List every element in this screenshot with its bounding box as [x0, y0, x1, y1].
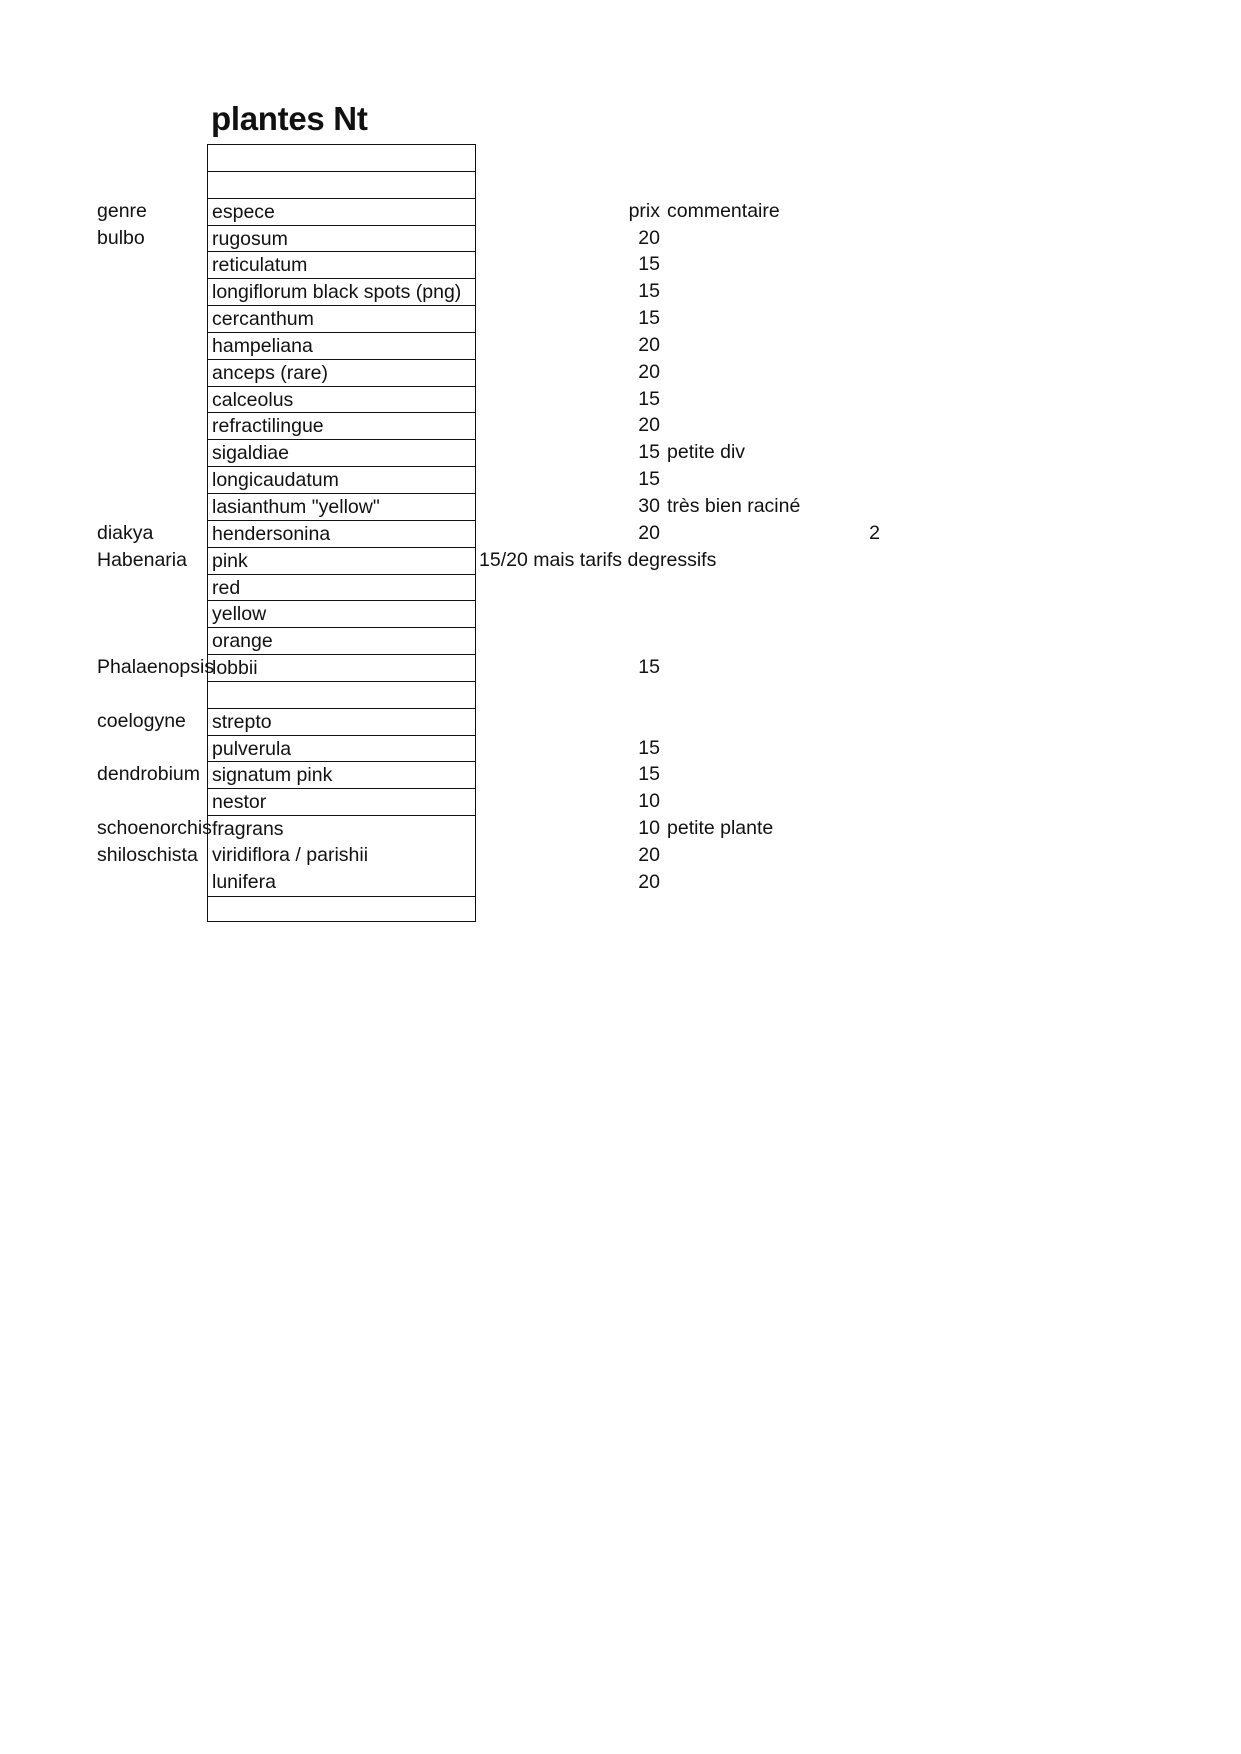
genre-cell[interactable] — [97, 144, 207, 171]
commentaire-cell[interactable] — [667, 171, 867, 198]
genre-cell[interactable] — [97, 412, 207, 439]
extra-cell[interactable] — [860, 332, 880, 359]
extra-cell[interactable] — [860, 198, 880, 225]
prix-cell[interactable] — [479, 144, 660, 171]
extra-cell[interactable] — [860, 735, 880, 762]
table-row — [0, 547, 1241, 574]
table-row — [0, 735, 1241, 762]
prix-cell[interactable]: 20 — [638, 843, 660, 866]
commentaire-cell[interactable] — [667, 466, 867, 493]
commentaire-cell[interactable] — [667, 520, 867, 547]
genre-cell[interactable] — [97, 627, 207, 654]
extra-cell[interactable] — [860, 896, 880, 923]
prix-cell[interactable] — [479, 574, 660, 601]
extra-cell[interactable] — [860, 627, 880, 654]
espece-cell[interactable] — [207, 681, 476, 708]
commentaire-cell[interactable] — [667, 681, 867, 708]
espece-cell[interactable]: longiflorum black spots (png) — [207, 278, 476, 305]
extra-cell[interactable] — [860, 171, 880, 198]
extra-cell[interactable] — [860, 869, 880, 896]
commentaire-cell[interactable]: petite div — [667, 441, 746, 464]
commentaire-cell[interactable] — [667, 574, 867, 601]
genre-cell[interactable]: bulbo — [97, 226, 145, 249]
extra-cell[interactable]: 2 — [869, 521, 880, 544]
table-row — [0, 278, 1241, 305]
espece-cell[interactable]: reticulatum — [207, 251, 476, 278]
table-row — [0, 600, 1241, 627]
commentaire-cell[interactable] — [667, 600, 867, 627]
prix-cell[interactable]: 20 — [638, 360, 660, 383]
genre-cell[interactable] — [97, 386, 207, 413]
espece-cell[interactable]: yellow — [207, 600, 476, 627]
table-row — [0, 332, 1241, 359]
commentaire-cell[interactable] — [667, 547, 867, 574]
commentaire-cell[interactable] — [667, 225, 867, 252]
extra-cell[interactable] — [860, 815, 880, 842]
genre-cell[interactable] — [97, 681, 207, 708]
commentaire-cell[interactable] — [667, 869, 867, 896]
table-row — [0, 681, 1241, 708]
prix-cell[interactable]: 20 — [638, 414, 660, 437]
espece-cell[interactable]: lasianthum "yellow" — [207, 493, 476, 520]
prix-cell[interactable] — [479, 171, 660, 198]
header-row — [0, 198, 1241, 225]
extra-cell[interactable] — [860, 600, 880, 627]
prix-cell[interactable]: 15/20 mais tarifs degressifs — [479, 548, 717, 571]
table-row — [0, 251, 1241, 278]
extra-cell[interactable] — [860, 708, 880, 735]
sheet-title: plantes Nt — [211, 100, 368, 137]
espece-cell[interactable]: refractilingue — [207, 412, 476, 439]
table-row — [0, 788, 1241, 815]
table-row — [0, 225, 1241, 252]
espece-cell[interactable]: viridiflora / parishii — [207, 842, 476, 869]
prix-cell[interactable]: 30 — [638, 494, 660, 517]
genre-cell[interactable] — [97, 332, 207, 359]
extra-cell[interactable] — [860, 761, 880, 788]
extra-cell[interactable] — [860, 251, 880, 278]
genre-cell[interactable] — [97, 869, 207, 896]
commentaire-cell[interactable] — [667, 627, 867, 654]
extra-cell[interactable] — [860, 842, 880, 869]
extra-cell[interactable] — [860, 439, 880, 466]
commentaire-cell[interactable] — [667, 305, 867, 332]
commentaire-cell[interactable] — [667, 842, 867, 869]
espece-cell[interactable]: strepto — [207, 708, 476, 735]
commentaire-cell[interactable] — [667, 708, 867, 735]
prix-cell[interactable] — [479, 627, 660, 654]
extra-cell[interactable] — [860, 386, 880, 413]
espece-cell[interactable] — [207, 144, 476, 171]
table-row — [0, 439, 1241, 466]
genre-cell[interactable] — [97, 359, 207, 386]
table-row — [0, 815, 1241, 842]
extra-cell[interactable] — [860, 493, 880, 520]
table-row — [0, 869, 1241, 896]
espece-cell[interactable]: sigaldiae — [207, 439, 476, 466]
prix-cell[interactable]: 20 — [638, 226, 660, 249]
table-row — [0, 359, 1241, 386]
extra-cell[interactable] — [860, 574, 880, 601]
genre-cell[interactable]: Habenaria — [97, 548, 187, 571]
espece-cell[interactable]: signatum pink — [207, 761, 476, 788]
prix-cell[interactable]: 15 — [638, 656, 660, 679]
extra-cell[interactable] — [860, 788, 880, 815]
extra-cell[interactable] — [860, 681, 880, 708]
table-row — [0, 171, 1241, 198]
prix-cell[interactable]: prix — [628, 199, 660, 222]
commentaire-cell[interactable] — [667, 735, 867, 762]
prix-cell[interactable]: 20 — [638, 521, 660, 544]
genre-cell[interactable]: schoenorchis — [97, 817, 212, 840]
genre-cell[interactable]: coelogyne — [97, 709, 186, 732]
prix-cell[interactable]: 20 — [638, 870, 660, 893]
espece-cell[interactable]: pink — [207, 547, 476, 574]
commentaire-cell[interactable] — [667, 761, 867, 788]
prix-cell[interactable]: 15 — [638, 736, 660, 759]
espece-cell[interactable]: orange — [207, 627, 476, 654]
espece-cell[interactable]: lunifera — [207, 869, 476, 896]
espece-cell[interactable]: cercanthum — [207, 305, 476, 332]
espece-cell[interactable]: lobbii — [207, 654, 476, 681]
genre-cell[interactable] — [97, 305, 207, 332]
prix-cell[interactable] — [479, 600, 660, 627]
extra-cell[interactable] — [860, 278, 880, 305]
genre-cell[interactable] — [97, 735, 207, 762]
espece-cell[interactable]: longicaudatum — [207, 466, 476, 493]
genre-cell[interactable] — [97, 574, 207, 601]
extra-cell[interactable] — [860, 225, 880, 252]
genre-cell[interactable]: Phalaenopsis — [97, 656, 215, 679]
prix-cell[interactable] — [479, 681, 660, 708]
extra-cell[interactable] — [860, 359, 880, 386]
commentaire-cell[interactable] — [667, 278, 867, 305]
table-row — [0, 305, 1241, 332]
genre-cell[interactable]: dendrobium — [97, 763, 200, 786]
commentaire-cell[interactable]: commentaire — [667, 199, 780, 222]
prix-cell[interactable]: 15 — [638, 763, 660, 786]
commentaire-cell[interactable] — [667, 896, 867, 923]
espece-cell[interactable]: calceolus — [207, 386, 476, 413]
table-row — [0, 708, 1241, 735]
prix-cell[interactable]: 10 — [638, 817, 660, 840]
table-row — [0, 574, 1241, 601]
table-row — [0, 412, 1241, 439]
genre-cell[interactable] — [97, 439, 207, 466]
extra-cell[interactable] — [860, 547, 880, 574]
extra-cell[interactable] — [860, 144, 880, 171]
genre-cell[interactable] — [97, 896, 207, 923]
genre-cell[interactable] — [97, 600, 207, 627]
table-row — [0, 144, 1241, 171]
extra-cell[interactable] — [860, 654, 880, 681]
table-row — [0, 466, 1241, 493]
commentaire-cell[interactable] — [667, 332, 867, 359]
genre-cell[interactable] — [97, 788, 207, 815]
extra-cell[interactable] — [860, 412, 880, 439]
genre-cell[interactable] — [97, 493, 207, 520]
espece-cell[interactable]: nestor — [207, 788, 476, 815]
prix-cell[interactable]: 15 — [638, 280, 660, 303]
table-row — [0, 386, 1241, 413]
table-row — [0, 654, 1241, 681]
espece-cell[interactable]: espece — [207, 198, 476, 225]
espece-cell[interactable]: anceps (rare) — [207, 359, 476, 386]
prix-cell[interactable]: 20 — [638, 333, 660, 356]
table-row — [0, 761, 1241, 788]
espece-cell[interactable]: hendersonina — [207, 520, 476, 547]
table-row — [0, 493, 1241, 520]
genre-cell[interactable] — [97, 171, 207, 198]
prix-cell[interactable]: 15 — [638, 387, 660, 410]
genre-cell[interactable]: shiloschista — [97, 843, 198, 866]
genre-cell[interactable]: genre — [97, 199, 147, 222]
genre-cell[interactable] — [97, 278, 207, 305]
espece-cell[interactable]: red — [207, 574, 476, 601]
commentaire-cell[interactable] — [667, 144, 867, 171]
commentaire-cell[interactable] — [667, 386, 867, 413]
prix-cell[interactable]: 15 — [638, 307, 660, 330]
espece-cell[interactable]: rugosum — [207, 225, 476, 252]
commentaire-cell[interactable] — [667, 359, 867, 386]
commentaire-cell[interactable] — [667, 788, 867, 815]
table-row — [0, 627, 1241, 654]
spreadsheet — [0, 144, 1241, 922]
commentaire-cell[interactable] — [667, 412, 867, 439]
genre-cell[interactable] — [97, 251, 207, 278]
commentaire-cell[interactable] — [667, 251, 867, 278]
prix-cell[interactable] — [479, 708, 660, 735]
genre-cell[interactable]: diakya — [97, 521, 154, 544]
commentaire-cell[interactable] — [667, 654, 867, 681]
extra-cell[interactable] — [860, 305, 880, 332]
prix-cell[interactable]: 15 — [638, 468, 660, 491]
commentaire-cell[interactable]: très bien raciné — [667, 494, 801, 517]
prix-cell[interactable]: 15 — [638, 441, 660, 464]
prix-cell[interactable]: 10 — [638, 790, 660, 813]
extra-cell[interactable] — [860, 466, 880, 493]
espece-cell[interactable] — [207, 896, 476, 923]
prix-cell[interactable]: 15 — [638, 253, 660, 276]
table-row — [0, 896, 1241, 923]
genre-cell[interactable] — [97, 466, 207, 493]
commentaire-cell[interactable]: petite plante — [667, 817, 774, 840]
espece-cell[interactable] — [207, 171, 476, 198]
table-row — [0, 842, 1241, 869]
espece-cell[interactable]: hampeliana — [207, 332, 476, 359]
prix-cell[interactable] — [479, 896, 660, 923]
table-row — [0, 520, 1241, 547]
espece-cell[interactable]: fragrans — [207, 815, 476, 842]
espece-cell[interactable]: pulverula — [207, 735, 476, 762]
